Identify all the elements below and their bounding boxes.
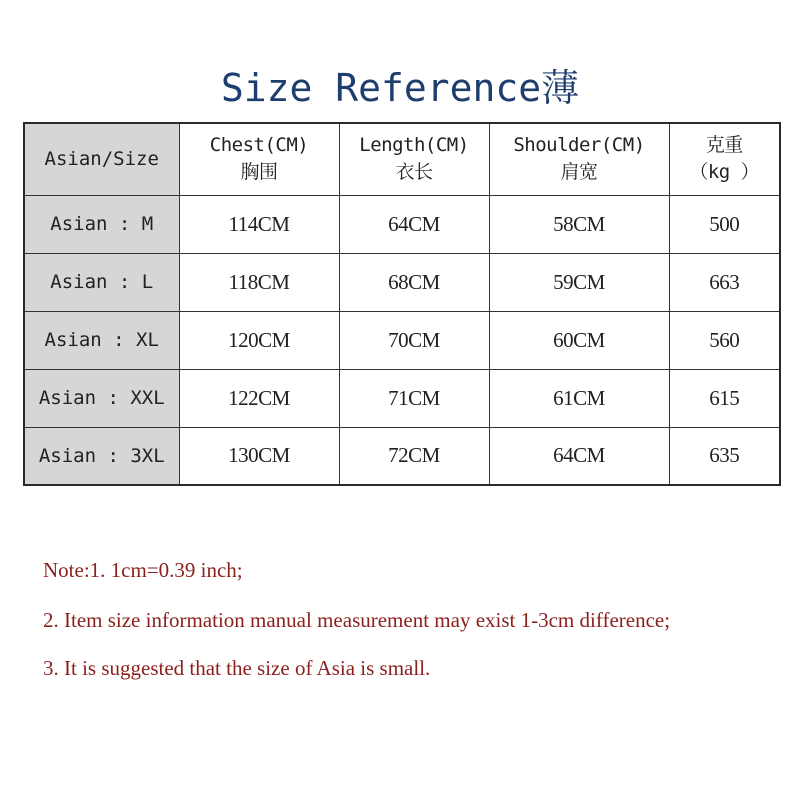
note-1: Note:1. 1cm=0.39 inch; bbox=[43, 558, 243, 582]
page-title: Size Reference薄 bbox=[220, 66, 580, 110]
shoulder-cell: 59CM bbox=[489, 253, 669, 311]
size-label-cell: Asian : L bbox=[24, 253, 179, 311]
size-label-cell: Asian : XXL bbox=[24, 369, 179, 427]
table-row bbox=[24, 369, 780, 427]
header-asian-size: Asian/Size bbox=[24, 123, 179, 195]
table-row bbox=[24, 311, 780, 369]
table-row bbox=[24, 253, 780, 311]
length-cell: 68CM bbox=[339, 253, 489, 311]
table-header-row bbox=[24, 123, 780, 195]
shoulder-cell: 58CM bbox=[489, 195, 669, 253]
length-cell: 72CM bbox=[339, 427, 489, 485]
table-row bbox=[24, 427, 780, 485]
chest-cell: 118CM bbox=[179, 253, 339, 311]
shoulder-cell: 61CM bbox=[489, 369, 669, 427]
size-label-cell: Asian : 3XL bbox=[24, 427, 179, 485]
table-row bbox=[24, 195, 780, 253]
size-label-cell: Asian : M bbox=[24, 195, 179, 253]
chest-cell: 130CM bbox=[179, 427, 339, 485]
weight-cell: 615 bbox=[669, 369, 780, 427]
chest-cell: 122CM bbox=[179, 369, 339, 427]
weight-cell: 663 bbox=[669, 253, 780, 311]
shoulder-cell: 64CM bbox=[489, 427, 669, 485]
length-cell: 64CM bbox=[339, 195, 489, 253]
size-chart-table bbox=[23, 122, 781, 486]
header-chest: Chest(CM) 胸围 bbox=[179, 123, 339, 195]
chest-cell: 120CM bbox=[179, 311, 339, 369]
weight-cell: 560 bbox=[669, 311, 780, 369]
header-length: Length(CM) 衣长 bbox=[339, 123, 489, 195]
note-3: 3. It is suggested that the size of Asia is small. bbox=[43, 656, 431, 680]
note-2: 2. Item size information manual measurement may exist 1-3cm difference; bbox=[43, 608, 671, 632]
length-cell: 71CM bbox=[339, 369, 489, 427]
shoulder-cell: 60CM bbox=[489, 311, 669, 369]
weight-cell: 635 bbox=[669, 427, 780, 485]
header-shoulder: Shoulder(CM) 肩宽 bbox=[489, 123, 669, 195]
chest-cell: 114CM bbox=[179, 195, 339, 253]
length-cell: 70CM bbox=[339, 311, 489, 369]
weight-cell: 500 bbox=[669, 195, 780, 253]
header-weight: 克重 （kg ） bbox=[669, 123, 780, 195]
size-label-cell: Asian : XL bbox=[24, 311, 179, 369]
